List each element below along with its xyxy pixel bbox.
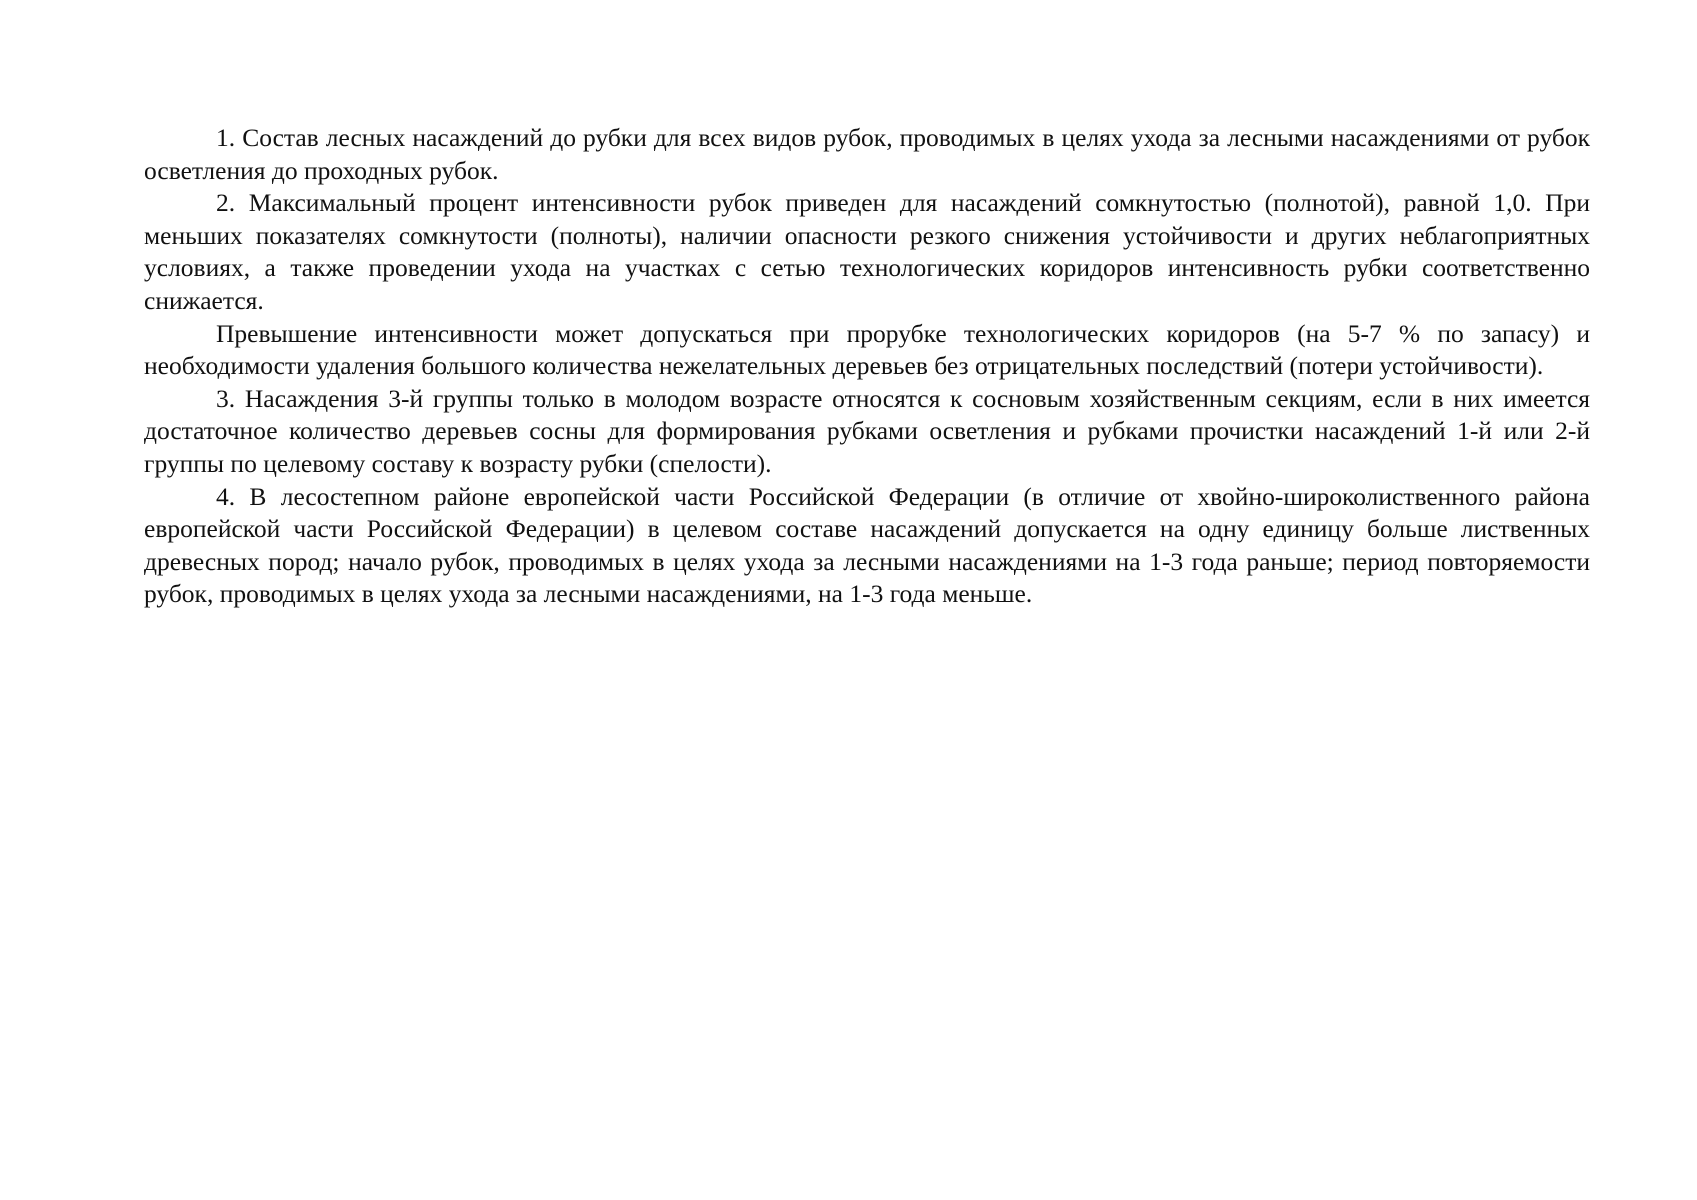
note-paragraph-2-continuation: Превышение интенсивности может допускаться при прорубке технологических коридоров (на 5-7 % по запасу) и необходимости удаления большого количества нежелательных деревьев без отрицательных последствий (потери устойчивости). <box>144 318 1590 381</box>
note-paragraph-3: 3. Насаждения 3-й группы только в молодом возрасте относятся к сосновым хозяйственным секциям, если в них имеется достаточное количество деревьев сосны для формирования рубками осветления и рубками прочистки насаждений 1-й или 2-й группы по целевому составу к возрасту рубки (спелости). <box>144 383 1590 478</box>
document-body <box>144 122 1590 611</box>
note-paragraph-1: 1. Состав лесных насаждений до рубки для всех видов рубок, проводимых в целях ухода за лесными насаждениями от рубок осветления до проходных рубок. <box>144 123 1590 185</box>
note-paragraph-4: 4. В лесостепном районе европейской части Российской Федерации (в отличие от хвойно-широколиственного района европейской части Российской Федерации) в целевом составе насаждений допускается на одну единицу больше лиственных древесных пород; начало рубок, проводимых в целях ухода за лесными насаждениями на 1-3 года раньше; период повторяемости рубок, проводимых в целях ухода за лесными насаждениями, на 1-3 года меньше. <box>144 481 1590 609</box>
note-paragraph-2: 2. Максимальный процент интенсивности рубок приведен для насаждений сомкнутостью (полнотой), равной 1,0. При меньших показателях сомкнутости (полноты), наличии опасности резкого снижения устойчивости и других неблагоприятных условиях, а также проведении ухода на участках с сетью технологических коридоров интенсивность рубки соответственно снижается. <box>144 188 1590 315</box>
